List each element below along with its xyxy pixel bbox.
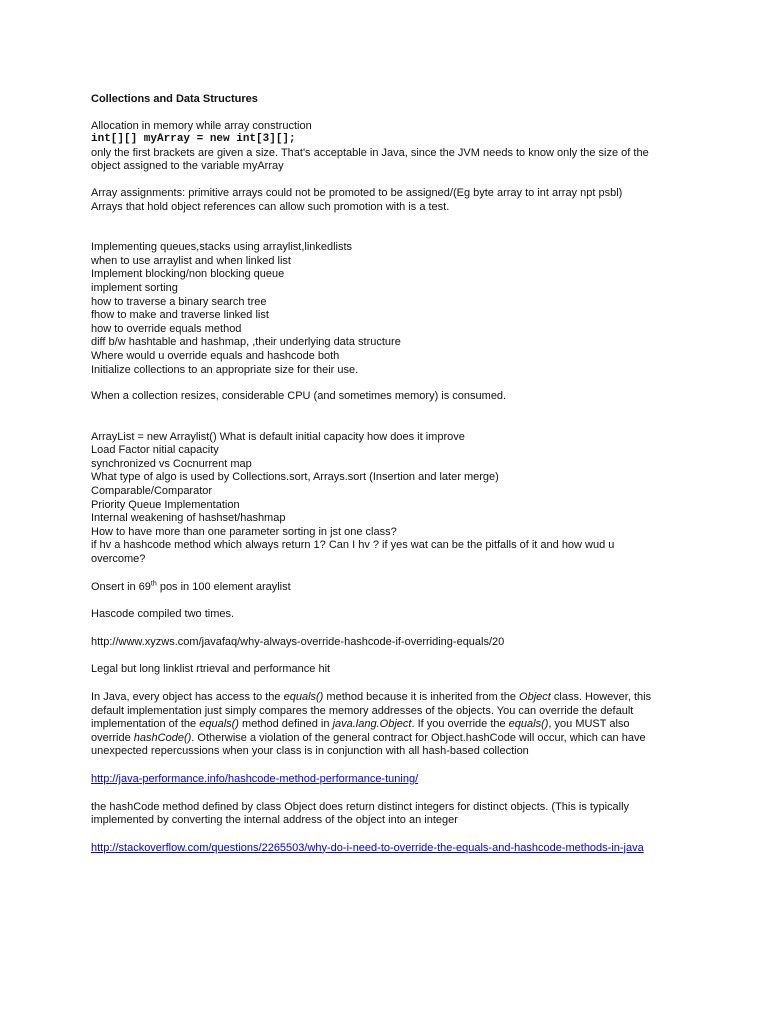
text-line: In Java, every object has access to the equals() method because it is inherited from the Object class. However, this <box>91 691 652 703</box>
code-line: int[][] myArray = new int[3][]; <box>91 133 296 146</box>
topic-list-2 <box>91 431 681 567</box>
list-item: Internal weakening of hashset/hashmap <box>91 512 286 525</box>
paragraph-linklist: Legal but long linklist rtrieval and performance hit <box>91 663 331 676</box>
list-item: if hv a hashcode method which always return 1? Can I hv ? if yes wat can be the pitfalls of it and how wud u <box>91 539 615 552</box>
text-line: Arrays that hold object references can allow such promotion with is a test. <box>91 200 450 213</box>
list-item: Initialize collections to an appropriate size for their use. <box>91 363 359 376</box>
text-line: default implementation just simply compares the memory addresses of the objects. You can override the default <box>91 704 634 717</box>
paragraph-array-assignments <box>91 187 681 214</box>
text-line: Allocation in memory while array construction <box>91 119 312 132</box>
text-line: override hashCode(). Otherwise a violation of the general contract for Object.hashCode will occur, which can have <box>91 731 646 744</box>
list-item: Priority Queue Implementation <box>91 498 240 511</box>
list-item: how to override equals method <box>91 322 242 335</box>
list-item: Implement blocking/non blocking queue <box>91 268 285 281</box>
paragraph-insert: Onsert in 69th pos in 100 element araylist <box>91 579 291 593</box>
paragraph-object-hashcode <box>91 801 681 828</box>
list-item: fhow to make and traverse linked list <box>91 309 269 322</box>
paragraph-url-text: http://www.xyzws.com/javafaq/why-always-override-hashcode-if-overriding-equals/20 <box>91 635 505 648</box>
list-item: Implementing queues,stacks using arraylist,linkedlists <box>91 241 353 254</box>
page-title: Collections and Data Structures <box>91 93 258 105</box>
text-line: object assigned to the variable myArray <box>91 160 284 173</box>
list-item: How to have more than one parameter sorting in jst one class? <box>91 525 397 538</box>
text-line: implemented by converting the internal address of the object into an integer <box>91 814 458 827</box>
text-line: implementation of the equals() method defined in java.lang.Object. If you override the equals(), you MUST also <box>91 718 630 731</box>
text-line: the hashCode method defined by class Object does return distinct integers for distinct objects. (This is typically <box>91 800 630 813</box>
list-item: overcome? <box>91 553 146 566</box>
text-line: Array assignments: primitive arrays could not be promoted to be assigned/(Eg byte array to int array npt psbl) <box>91 186 623 199</box>
list-item: how to traverse a binary search tree <box>91 295 267 308</box>
list-item: synchronized vs Cocnurrent map <box>91 457 252 470</box>
paragraph-resize: When a collection resizes, considerable CPU (and sometimes memory) is consumed. <box>91 390 507 403</box>
stackoverflow-link[interactable]: http://stackoverflow.com/questions/2265503/why-do-i-need-to-override-the-equals-and-hashcode-methods-in-java <box>91 841 644 854</box>
list-item: Where would u override equals and hashcode both <box>91 349 340 362</box>
paragraph-allocation <box>91 120 681 174</box>
list-item: when to use arraylist and when linked list <box>91 254 291 267</box>
paragraph-hashcode-compiled: Hascode compiled two times. <box>91 608 235 621</box>
text-line: only the first brackets are given a size. That's acceptable in Java, since the JVM needs to know only the size of the <box>91 146 649 159</box>
list-item: Load Factor nitial capacity <box>91 444 219 457</box>
paragraph-equals-hashcode <box>91 691 681 759</box>
list-item: ArrayList = new Arraylist() What is default initial capacity how does it improve <box>91 430 465 443</box>
java-performance-link[interactable]: http://java-performance.info/hashcode-method-performance-tuning/ <box>91 772 419 785</box>
list-item: What type of algo is used by Collections.sort, Arrays.sort (Insertion and later merge) <box>91 471 499 484</box>
text-line: unexpected repercussions when your class is in conjunction with all hash-based collection <box>91 745 529 758</box>
list-item: implement sorting <box>91 281 178 294</box>
list-item: diff b/w hashtable and hashmap, ,their underlying data structure <box>91 336 401 349</box>
topic-list-1 <box>91 241 681 377</box>
document-body <box>91 93 681 855</box>
list-item: Comparable/Comparator <box>91 485 213 498</box>
